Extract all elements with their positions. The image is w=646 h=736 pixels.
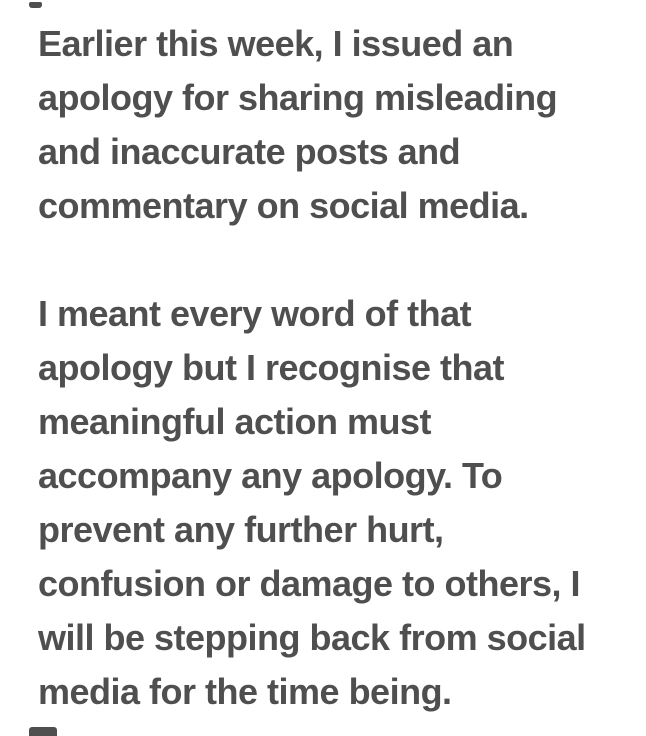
- cropped-text-fragment-bottom: [29, 727, 57, 736]
- cropped-text-fragment-top: [29, 2, 42, 8]
- statement-line: apology but I recognise that: [38, 347, 505, 388]
- statement-line: prevent any further hurt,: [38, 509, 444, 550]
- statement-line: will be stepping back from social: [38, 617, 586, 658]
- statement-line: I meant every word of that: [38, 293, 472, 334]
- statement-paragraph: [38, 287, 634, 719]
- statement-line: accompany any apology. To: [38, 455, 503, 496]
- statement-line: Earlier this week, I issued an: [38, 23, 514, 64]
- statement-paragraph: [38, 17, 634, 233]
- statement-line: apology for sharing misleading: [38, 77, 558, 118]
- statement-line: media for the time being.: [38, 671, 452, 712]
- statement-line: confusion or damage to others, I: [38, 563, 581, 604]
- statement-line: and inaccurate posts and: [38, 131, 461, 172]
- statement-text: [38, 17, 634, 719]
- statement-line: meaningful action must: [38, 401, 432, 442]
- statement-line: commentary on social media.: [38, 185, 529, 226]
